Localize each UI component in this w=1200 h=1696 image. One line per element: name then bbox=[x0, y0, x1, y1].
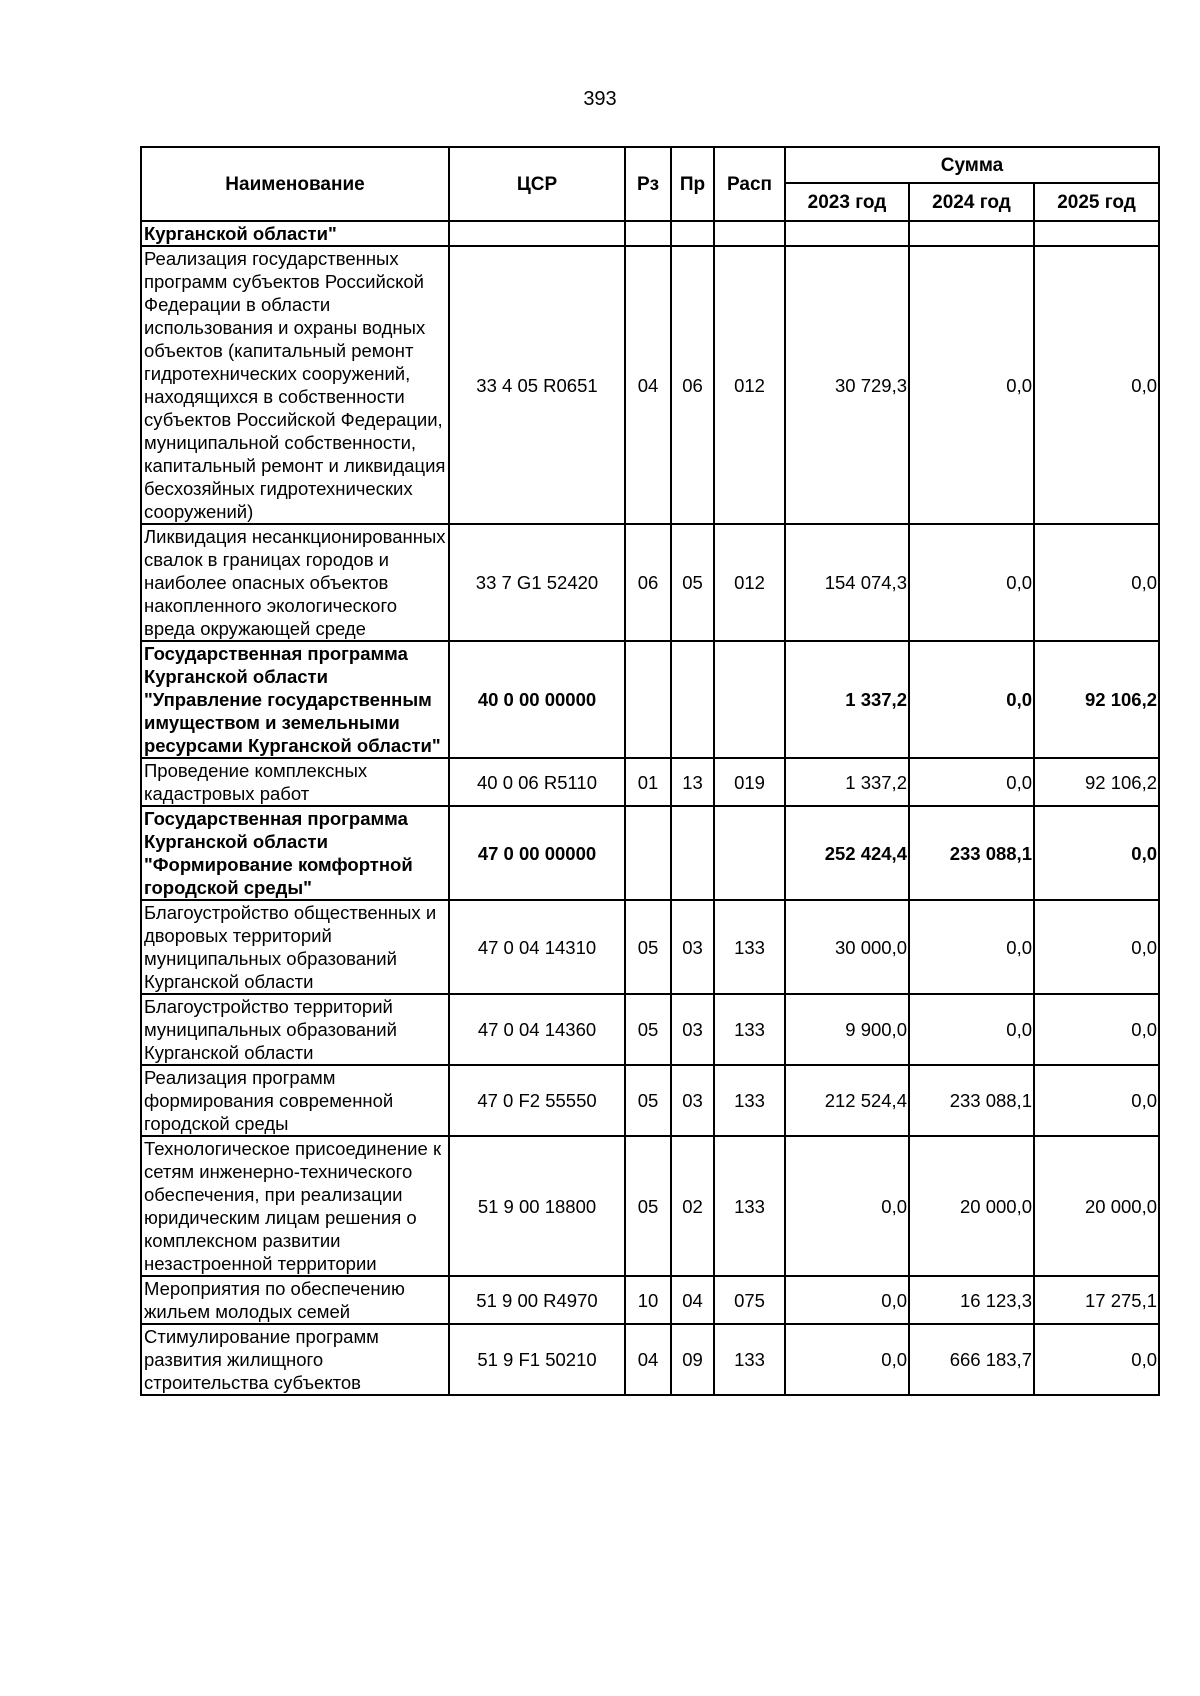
page-number: 393 bbox=[583, 88, 617, 110]
cell-rz bbox=[625, 806, 671, 900]
cell-rasp bbox=[714, 806, 785, 900]
cell-name: Мероприятия по обеспечению жильем молодых семей bbox=[141, 1276, 449, 1324]
cell-csr: 47 0 00 00000 bbox=[449, 806, 625, 900]
cell-rz: 01 bbox=[625, 758, 671, 806]
cell-rz: 05 bbox=[625, 994, 671, 1065]
cell-rasp: 075 bbox=[714, 1276, 785, 1324]
cell-y2025: 0,0 bbox=[1034, 1065, 1159, 1136]
cell-y2024: 233 088,1 bbox=[909, 806, 1034, 900]
cell-y2025: 20 000,0 bbox=[1034, 1136, 1159, 1276]
cell-pr: 03 bbox=[671, 1065, 714, 1136]
cell-name: Стимулирование программ развития жилищного строительства субъектов bbox=[141, 1324, 449, 1395]
cell-y2025: 0,0 bbox=[1034, 524, 1159, 641]
cell-pr bbox=[671, 806, 714, 900]
cell-pr: 06 bbox=[671, 246, 714, 524]
cell-y2024: 0,0 bbox=[909, 524, 1034, 641]
cell-y2025: 0,0 bbox=[1034, 900, 1159, 994]
cell-rasp: 133 bbox=[714, 994, 785, 1065]
cell-y2023: 30 729,3 bbox=[785, 246, 909, 524]
cell-rz: 05 bbox=[625, 1136, 671, 1276]
cell-pr: 03 bbox=[671, 900, 714, 994]
cell-csr: 33 7 G1 52420 bbox=[449, 524, 625, 641]
cell-pr: 02 bbox=[671, 1136, 714, 1276]
table-row bbox=[141, 1324, 1159, 1395]
cell-rasp: 012 bbox=[714, 524, 785, 641]
cell-rz: 05 bbox=[625, 1065, 671, 1136]
header-sum: Сумма bbox=[785, 147, 1159, 183]
header-csr: ЦСР bbox=[449, 147, 625, 221]
table-row bbox=[141, 900, 1159, 994]
cell-csr: 47 0 04 14310 bbox=[449, 900, 625, 994]
cell-y2025: 0,0 bbox=[1034, 246, 1159, 524]
cell-rasp: 133 bbox=[714, 900, 785, 994]
cell-name: Курганской области" bbox=[141, 221, 449, 246]
header-year-2024: 2024 год bbox=[909, 183, 1034, 221]
cell-name: Проведение комплексных кадастровых работ bbox=[141, 758, 449, 806]
table-row bbox=[141, 524, 1159, 641]
cell-y2023: 1 337,2 bbox=[785, 641, 909, 758]
cell-csr: 40 0 06 R5110 bbox=[449, 758, 625, 806]
cell-y2023: 1 337,2 bbox=[785, 758, 909, 806]
cell-rz bbox=[625, 221, 671, 246]
cell-csr: 33 4 05 R0651 bbox=[449, 246, 625, 524]
cell-csr: 47 0 F2 55550 bbox=[449, 1065, 625, 1136]
cell-y2025: 92 106,2 bbox=[1034, 641, 1159, 758]
cell-rz bbox=[625, 641, 671, 758]
cell-csr: 51 9 F1 50210 bbox=[449, 1324, 625, 1395]
cell-csr: 51 9 00 R4970 bbox=[449, 1276, 625, 1324]
cell-name: Реализация государственных программ субъектов Российской Федерации в области использования и охраны водных объектов (капитальный ремонт гидротехнических сооружений, находящихся в собственности субъектов Российской Федерации, муниципальной собственности, капитальный ремонт и ликвидация бесхозяйных гидротехнических сооружений) bbox=[141, 246, 449, 524]
table-row bbox=[141, 1136, 1159, 1276]
header-year-2025: 2025 год bbox=[1034, 183, 1159, 221]
cell-y2024: 0,0 bbox=[909, 641, 1034, 758]
cell-y2025 bbox=[1034, 221, 1159, 246]
table-row bbox=[141, 1276, 1159, 1324]
cell-y2023: 0,0 bbox=[785, 1324, 909, 1395]
cell-rasp: 133 bbox=[714, 1324, 785, 1395]
table-row bbox=[141, 758, 1159, 806]
header-year-2023: 2023 год bbox=[785, 183, 909, 221]
table-row bbox=[141, 246, 1159, 524]
header-name: Наименование bbox=[141, 147, 449, 221]
cell-y2024: 20 000,0 bbox=[909, 1136, 1034, 1276]
cell-pr: 04 bbox=[671, 1276, 714, 1324]
cell-y2024 bbox=[909, 221, 1034, 246]
cell-y2025: 0,0 bbox=[1034, 806, 1159, 900]
cell-y2023: 0,0 bbox=[785, 1136, 909, 1276]
cell-rz: 05 bbox=[625, 900, 671, 994]
cell-csr: 51 9 00 18800 bbox=[449, 1136, 625, 1276]
cell-y2024: 233 088,1 bbox=[909, 1065, 1034, 1136]
cell-y2023: 0,0 bbox=[785, 1276, 909, 1324]
cell-rz: 10 bbox=[625, 1276, 671, 1324]
cell-rasp: 012 bbox=[714, 246, 785, 524]
cell-rasp: 133 bbox=[714, 1065, 785, 1136]
cell-pr: 13 bbox=[671, 758, 714, 806]
cell-y2024: 666 183,7 bbox=[909, 1324, 1034, 1395]
cell-y2025: 17 275,1 bbox=[1034, 1276, 1159, 1324]
cell-rz: 04 bbox=[625, 246, 671, 524]
cell-name: Благоустройство общественных и дворовых территорий муниципальных образований Курганской области bbox=[141, 900, 449, 994]
header-pr: Пр bbox=[671, 147, 714, 221]
cell-y2023: 9 900,0 bbox=[785, 994, 909, 1065]
budget-table bbox=[140, 146, 1160, 1396]
program-row bbox=[141, 221, 1159, 246]
cell-y2025: 0,0 bbox=[1034, 994, 1159, 1065]
cell-y2024: 0,0 bbox=[909, 900, 1034, 994]
header-rz: Рз bbox=[625, 147, 671, 221]
cell-pr: 05 bbox=[671, 524, 714, 641]
cell-y2025: 0,0 bbox=[1034, 1324, 1159, 1395]
cell-y2023: 212 524,4 bbox=[785, 1065, 909, 1136]
cell-name: Ликвидация несанкционированных свалок в границах городов и наиболее опасных объектов накопленного экологического вреда окружающей среде bbox=[141, 524, 449, 641]
table-body bbox=[141, 221, 1159, 1395]
cell-y2023 bbox=[785, 221, 909, 246]
cell-rasp: 019 bbox=[714, 758, 785, 806]
program-row bbox=[141, 641, 1159, 758]
cell-csr: 47 0 04 14360 bbox=[449, 994, 625, 1065]
cell-name: Технологическое присоединение к сетям инженерно-технического обеспечения, при реализации юридическим лицам решения о комплексном развитии незастроенной территории bbox=[141, 1136, 449, 1276]
table-row bbox=[141, 994, 1159, 1065]
cell-name: Государственная программа Курганской области "Формирование комфортной городской среды" bbox=[141, 806, 449, 900]
cell-rasp bbox=[714, 641, 785, 758]
cell-csr: 40 0 00 00000 bbox=[449, 641, 625, 758]
cell-y2023: 154 074,3 bbox=[785, 524, 909, 641]
table-row bbox=[141, 1065, 1159, 1136]
cell-pr: 09 bbox=[671, 1324, 714, 1395]
cell-rasp: 133 bbox=[714, 1136, 785, 1276]
header-row-1 bbox=[141, 147, 1159, 183]
cell-y2024: 0,0 bbox=[909, 246, 1034, 524]
cell-y2024: 0,0 bbox=[909, 758, 1034, 806]
cell-pr bbox=[671, 221, 714, 246]
header-rasp: Расп bbox=[714, 147, 785, 221]
cell-y2023: 252 424,4 bbox=[785, 806, 909, 900]
program-row bbox=[141, 806, 1159, 900]
cell-name: Государственная программа Курганской области "Управление государственным имуществом и земельными ресурсами Курганской области" bbox=[141, 641, 449, 758]
cell-pr bbox=[671, 641, 714, 758]
cell-y2025: 92 106,2 bbox=[1034, 758, 1159, 806]
cell-y2023: 30 000,0 bbox=[785, 900, 909, 994]
cell-rz: 06 bbox=[625, 524, 671, 641]
cell-rz: 04 bbox=[625, 1324, 671, 1395]
cell-rasp bbox=[714, 221, 785, 246]
cell-name: Реализация программ формирования современной городской среды bbox=[141, 1065, 449, 1136]
cell-y2024: 16 123,3 bbox=[909, 1276, 1034, 1324]
cell-pr: 03 bbox=[671, 994, 714, 1065]
cell-name: Благоустройство территорий муниципальных образований Курганской области bbox=[141, 994, 449, 1065]
cell-csr bbox=[449, 221, 625, 246]
cell-y2024: 0,0 bbox=[909, 994, 1034, 1065]
